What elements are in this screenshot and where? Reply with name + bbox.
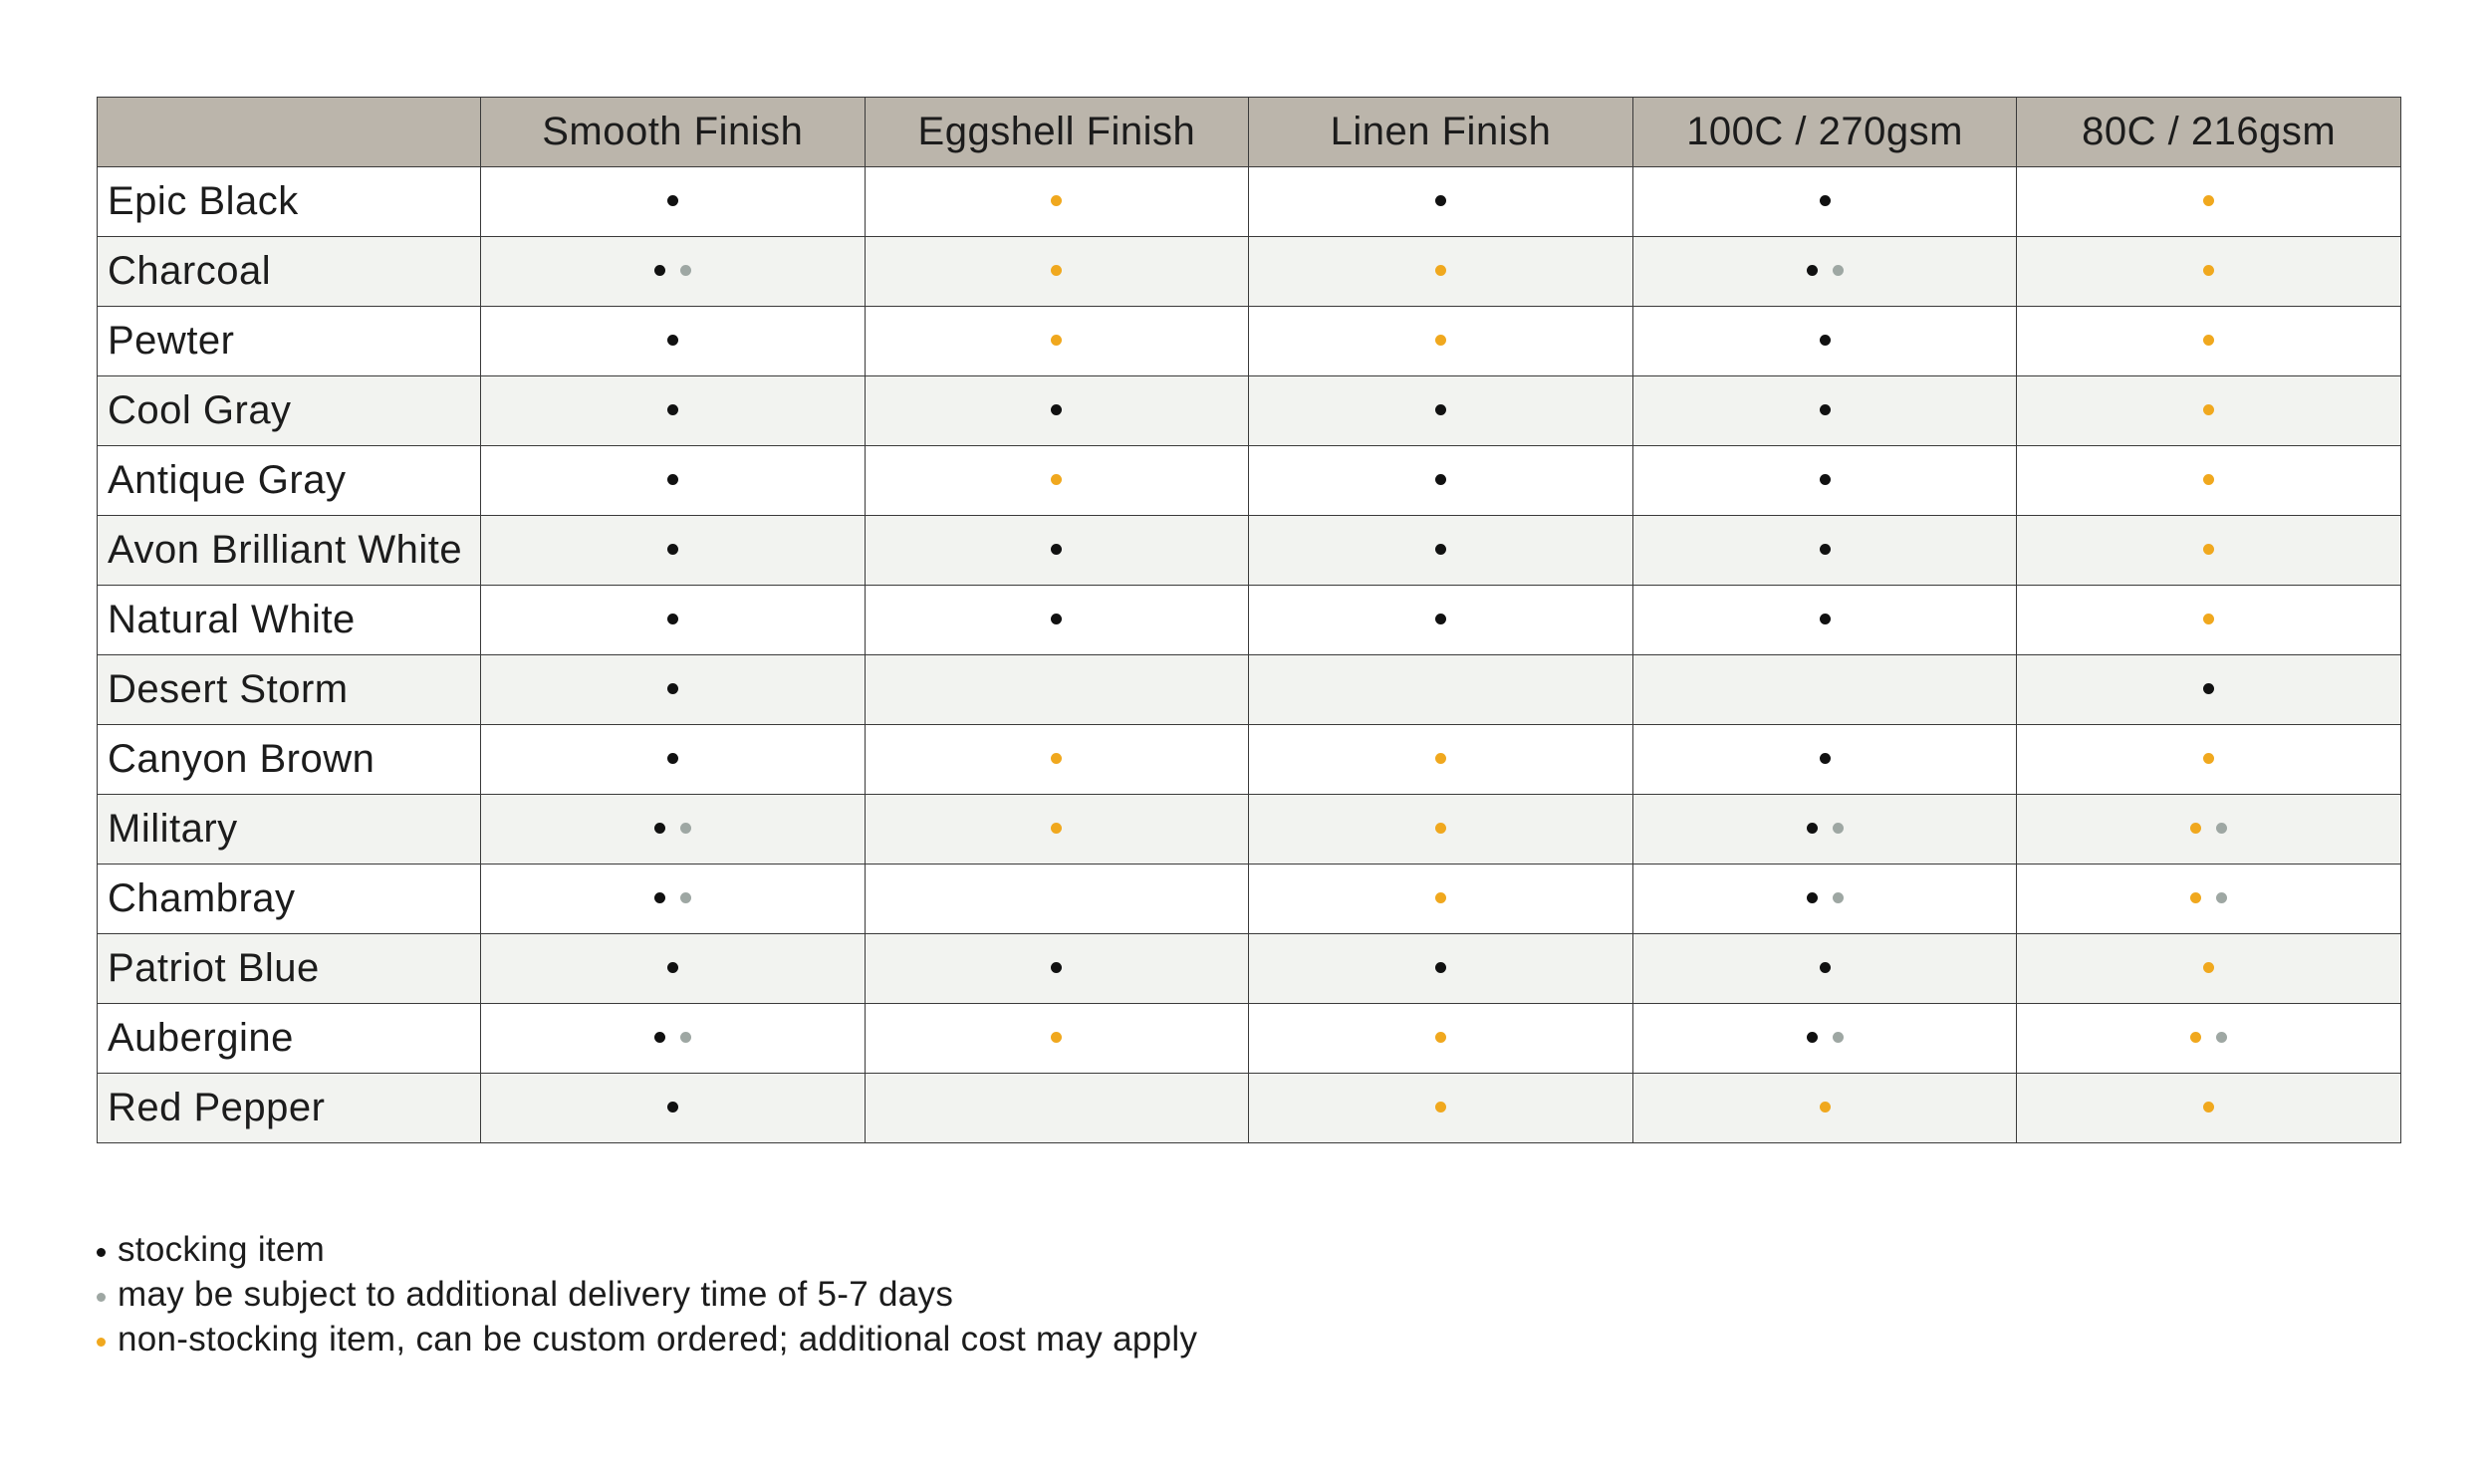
stocking-dot-icon <box>1435 544 1446 555</box>
availability-cell <box>481 446 866 516</box>
delivery-time-dot-icon <box>1833 1032 1844 1043</box>
table-row <box>98 725 2401 795</box>
availability-cell <box>865 446 1249 516</box>
legend-item <box>97 1317 1197 1361</box>
non-stocking-dot-icon <box>2203 962 2214 973</box>
availability-cell <box>865 655 1249 725</box>
non-stocking-dot-icon <box>1435 823 1446 834</box>
column-header: 100C / 270gsm <box>1632 98 2017 167</box>
availability-cell <box>481 1004 866 1074</box>
stocking-dot-icon <box>667 753 678 764</box>
stocking-dot-icon <box>654 823 665 834</box>
non-stocking-dot-icon <box>2190 892 2201 903</box>
availability-cell <box>1249 376 1633 446</box>
availability-cell <box>481 1074 866 1143</box>
non-stocking-dot-icon <box>1051 1032 1062 1043</box>
delivery-time-dot-icon <box>1833 265 1844 276</box>
row-label: Chambray <box>98 865 481 934</box>
non-stocking-dot-icon <box>2203 614 2214 624</box>
availability-cell <box>865 1074 1249 1143</box>
column-header: 80C / 216gsm <box>2017 98 2401 167</box>
stocking-dot-icon <box>1820 614 1831 624</box>
availability-cell <box>481 795 866 865</box>
stocking-dot-icon <box>97 1248 106 1257</box>
delivery-time-dot-icon <box>97 1293 106 1302</box>
availability-cell <box>1249 167 1633 237</box>
stocking-dot-icon <box>667 683 678 694</box>
stocking-dot-icon <box>1807 1032 1818 1043</box>
stocking-dot-icon <box>654 892 665 903</box>
delivery-time-dot-icon <box>2216 1032 2227 1043</box>
availability-cell <box>1632 446 2017 516</box>
availability-cell <box>2017 1074 2401 1143</box>
availability-cell <box>1249 865 1633 934</box>
availability-cell <box>865 934 1249 1004</box>
row-label: Aubergine <box>98 1004 481 1074</box>
table-row <box>98 934 2401 1004</box>
stocking-dot-icon <box>667 962 678 973</box>
availability-cell <box>481 516 866 586</box>
delivery-time-dot-icon <box>2216 892 2227 903</box>
availability-cell <box>1632 934 2017 1004</box>
delivery-time-dot-icon <box>680 1032 691 1043</box>
availability-cell <box>865 725 1249 795</box>
legend-item <box>97 1227 1197 1272</box>
stocking-dot-icon <box>1807 265 1818 276</box>
availability-cell <box>2017 934 2401 1004</box>
availability-cell <box>2017 795 2401 865</box>
stocking-dot-icon <box>1820 753 1831 764</box>
availability-cell <box>1632 865 2017 934</box>
stocking-dot-icon <box>1435 474 1446 485</box>
availability-cell <box>481 376 866 446</box>
row-label: Cool Gray <box>98 376 481 446</box>
stocking-dot-icon <box>667 544 678 555</box>
availability-cell <box>1249 795 1633 865</box>
availability-cell <box>481 865 866 934</box>
row-label: Epic Black <box>98 167 481 237</box>
stocking-dot-icon <box>1435 962 1446 973</box>
availability-cell <box>2017 307 2401 376</box>
availability-cell <box>2017 725 2401 795</box>
non-stocking-dot-icon <box>1820 1102 1831 1113</box>
stocking-dot-icon <box>667 614 678 624</box>
availability-cell <box>1249 934 1633 1004</box>
non-stocking-dot-icon <box>1435 1102 1446 1113</box>
availability-cell <box>865 376 1249 446</box>
row-label: Patriot Blue <box>98 934 481 1004</box>
stocking-dot-icon <box>654 265 665 276</box>
availability-cell <box>2017 1004 2401 1074</box>
table-row <box>98 795 2401 865</box>
availability-cell <box>2017 376 2401 446</box>
stocking-dot-icon <box>2203 683 2214 694</box>
stocking-dot-icon <box>1807 892 1818 903</box>
table-row <box>98 655 2401 725</box>
row-label: Red Pepper <box>98 1074 481 1143</box>
table-row <box>98 307 2401 376</box>
stocking-dot-icon <box>1435 195 1446 206</box>
stocking-dot-icon <box>1435 614 1446 624</box>
row-label: Pewter <box>98 307 481 376</box>
table-row <box>98 865 2401 934</box>
availability-cell <box>865 865 1249 934</box>
stocking-dot-icon <box>667 195 678 206</box>
stocking-dot-icon <box>1435 404 1446 415</box>
stocking-dot-icon <box>1820 195 1831 206</box>
availability-cell <box>1249 1004 1633 1074</box>
delivery-time-dot-icon <box>2216 823 2227 834</box>
row-label: Natural White <box>98 586 481 655</box>
stocking-dot-icon <box>667 404 678 415</box>
stocking-dot-icon <box>1051 962 1062 973</box>
table-row <box>98 1004 2401 1074</box>
availability-cell <box>2017 167 2401 237</box>
availability-cell <box>481 934 866 1004</box>
availability-cell <box>865 237 1249 307</box>
stocking-dot-icon <box>1807 823 1818 834</box>
stocking-dot-icon <box>667 335 678 346</box>
stocking-dot-icon <box>1820 962 1831 973</box>
stocking-dot-icon <box>667 1102 678 1113</box>
availability-cell <box>2017 516 2401 586</box>
availability-cell <box>865 795 1249 865</box>
availability-cell <box>1632 1004 2017 1074</box>
availability-cell <box>1632 655 2017 725</box>
availability-cell <box>1249 516 1633 586</box>
non-stocking-dot-icon <box>1435 1032 1446 1043</box>
non-stocking-dot-icon <box>1051 823 1062 834</box>
row-label: Canyon Brown <box>98 725 481 795</box>
row-label: Antique Gray <box>98 446 481 516</box>
non-stocking-dot-icon <box>1051 753 1062 764</box>
availability-cell <box>1249 1074 1633 1143</box>
non-stocking-dot-icon <box>2203 335 2214 346</box>
availability-cell <box>1632 516 2017 586</box>
availability-cell <box>481 725 866 795</box>
stocking-dot-icon <box>1051 404 1062 415</box>
non-stocking-dot-icon <box>1435 753 1446 764</box>
column-header: Smooth Finish <box>481 98 866 167</box>
legend-text: stocking item <box>118 1229 326 1269</box>
table-row <box>98 1074 2401 1143</box>
availability-cell <box>2017 237 2401 307</box>
row-label: Desert Storm <box>98 655 481 725</box>
availability-cell <box>1632 795 2017 865</box>
non-stocking-dot-icon <box>1435 265 1446 276</box>
stocking-dot-icon <box>667 474 678 485</box>
availability-cell <box>1249 725 1633 795</box>
legend <box>97 1227 1197 1361</box>
non-stocking-dot-icon <box>1051 474 1062 485</box>
non-stocking-dot-icon <box>2203 404 2214 415</box>
availability-cell <box>481 167 866 237</box>
non-stocking-dot-icon <box>1435 335 1446 346</box>
availability-cell <box>1632 586 2017 655</box>
non-stocking-dot-icon <box>1051 335 1062 346</box>
non-stocking-dot-icon <box>2190 823 2201 834</box>
availability-cell <box>2017 586 2401 655</box>
row-label: Avon Brilliant White <box>98 516 481 586</box>
delivery-time-dot-icon <box>1833 823 1844 834</box>
legend-text: non-stocking item, can be custom ordered; additional cost may apply <box>118 1319 1198 1359</box>
availability-cell <box>1249 655 1633 725</box>
delivery-time-dot-icon <box>680 823 691 834</box>
availability-cell <box>481 237 866 307</box>
table-row <box>98 167 2401 237</box>
row-label: Charcoal <box>98 237 481 307</box>
availability-cell <box>2017 865 2401 934</box>
availability-cell <box>1632 376 2017 446</box>
availability-cell <box>1632 167 2017 237</box>
stocking-dot-icon <box>1820 544 1831 555</box>
table-row <box>98 586 2401 655</box>
legend-text: may be subject to additional delivery time of 5-7 days <box>118 1274 954 1314</box>
table-body <box>98 167 2401 1143</box>
column-header: Eggshell Finish <box>865 98 1249 167</box>
stocking-dot-icon <box>1820 335 1831 346</box>
availability-cell <box>865 516 1249 586</box>
stocking-dot-icon <box>1051 614 1062 624</box>
availability-cell <box>1249 446 1633 516</box>
table-row <box>98 446 2401 516</box>
stocking-dot-icon <box>1820 404 1831 415</box>
stocking-dot-icon <box>1820 474 1831 485</box>
non-stocking-dot-icon <box>97 1338 106 1347</box>
legend-item <box>97 1272 1197 1317</box>
header-row <box>98 98 2401 167</box>
table-row <box>98 237 2401 307</box>
availability-cell <box>865 307 1249 376</box>
delivery-time-dot-icon <box>680 892 691 903</box>
availability-cell <box>865 167 1249 237</box>
availability-cell <box>1249 237 1633 307</box>
stocking-dot-icon <box>1051 544 1062 555</box>
non-stocking-dot-icon <box>2203 474 2214 485</box>
non-stocking-dot-icon <box>1051 265 1062 276</box>
availability-cell <box>1249 586 1633 655</box>
availability-cell <box>1632 725 2017 795</box>
availability-cell <box>481 655 866 725</box>
availability-cell <box>2017 446 2401 516</box>
non-stocking-dot-icon <box>2203 544 2214 555</box>
table-row <box>98 516 2401 586</box>
stocking-dot-icon <box>654 1032 665 1043</box>
availability-cell <box>1632 237 2017 307</box>
availability-cell <box>1632 1074 2017 1143</box>
non-stocking-dot-icon <box>1051 195 1062 206</box>
non-stocking-dot-icon <box>1435 892 1446 903</box>
non-stocking-dot-icon <box>2190 1032 2201 1043</box>
table-row <box>98 376 2401 446</box>
non-stocking-dot-icon <box>2203 195 2214 206</box>
paper-availability-table <box>97 97 2401 1143</box>
availability-cell <box>1632 307 2017 376</box>
availability-cell <box>865 586 1249 655</box>
delivery-time-dot-icon <box>1833 892 1844 903</box>
non-stocking-dot-icon <box>2203 265 2214 276</box>
availability-cell <box>481 307 866 376</box>
row-label: Military <box>98 795 481 865</box>
availability-cell <box>2017 655 2401 725</box>
non-stocking-dot-icon <box>2203 753 2214 764</box>
corner-header <box>98 98 481 167</box>
availability-cell <box>1249 307 1633 376</box>
non-stocking-dot-icon <box>2203 1102 2214 1113</box>
availability-cell <box>481 586 866 655</box>
availability-cell <box>865 1004 1249 1074</box>
column-header: Linen Finish <box>1249 98 1633 167</box>
delivery-time-dot-icon <box>680 265 691 276</box>
